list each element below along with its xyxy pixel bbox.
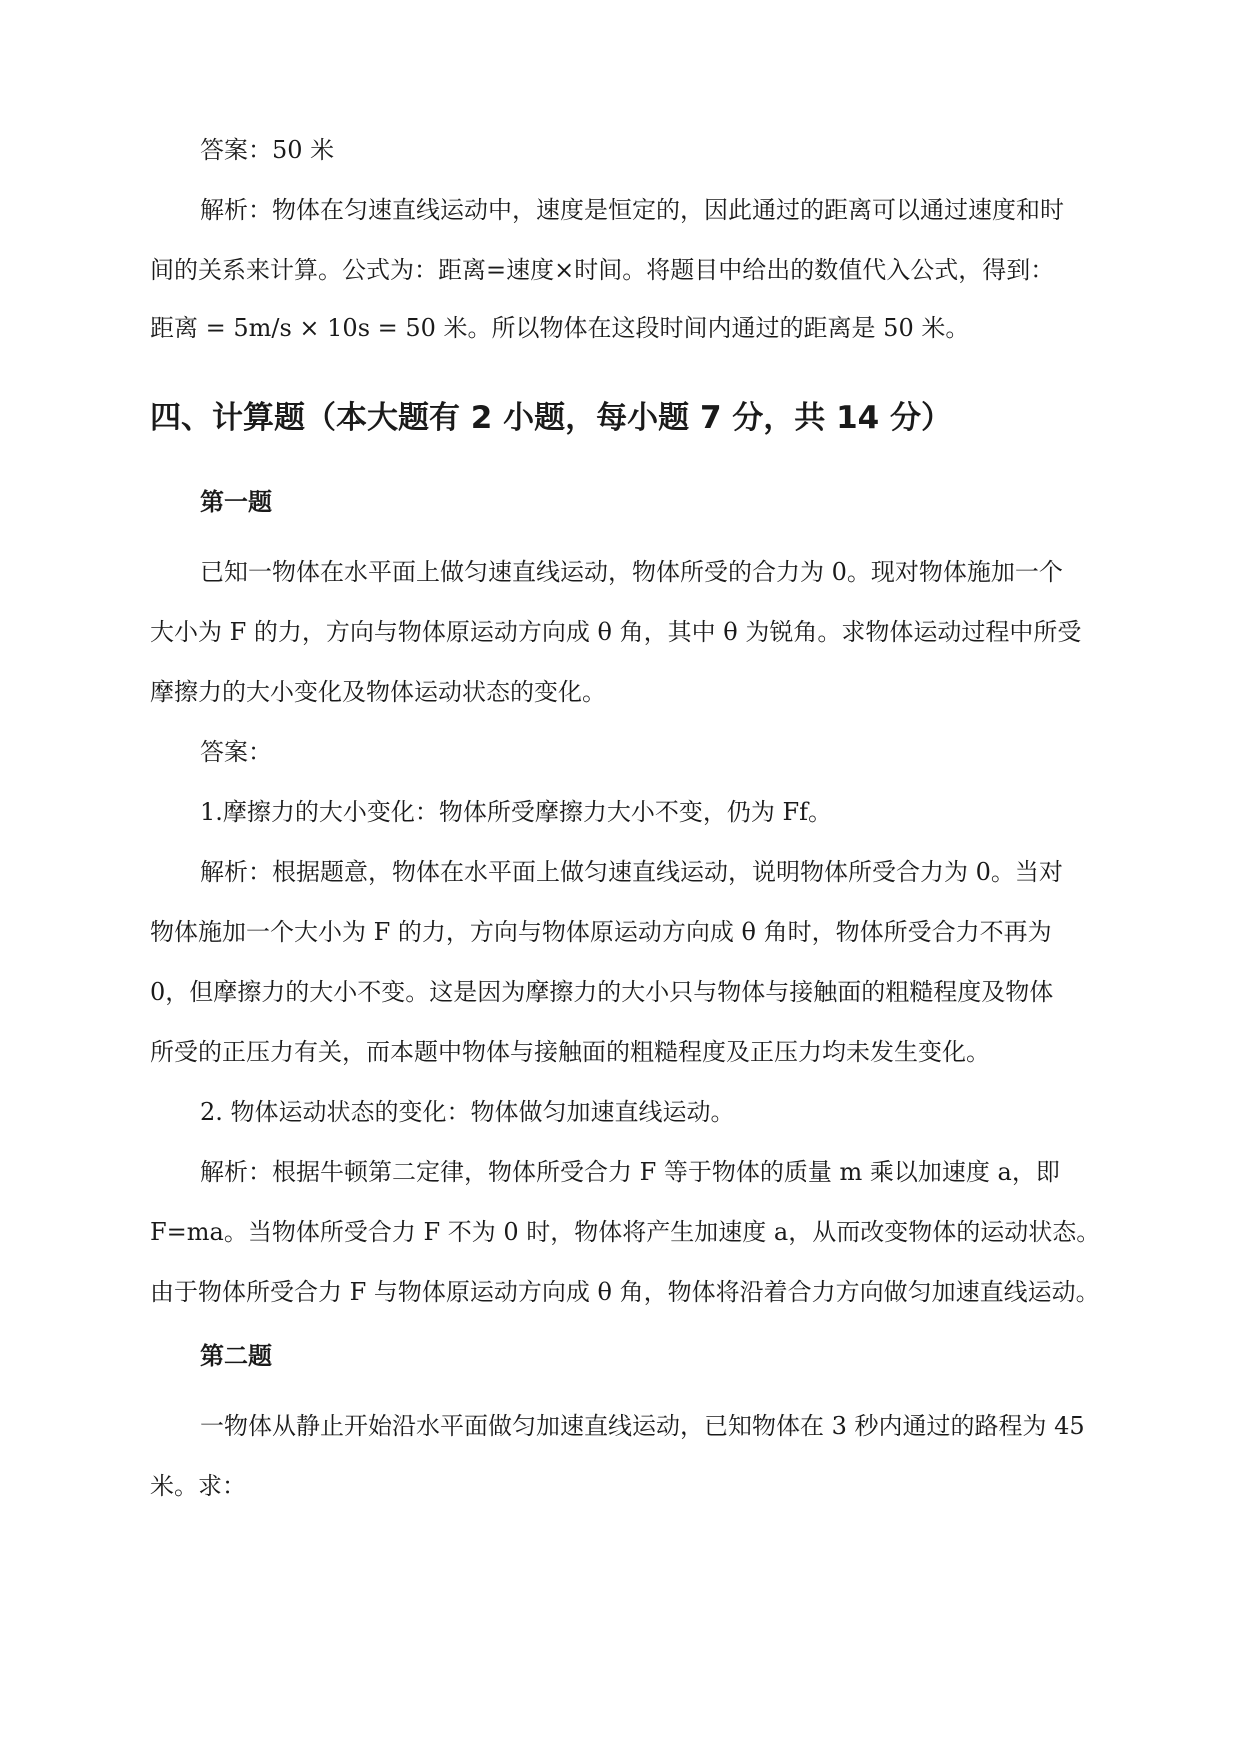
question-1-point-2: 2. 物体运动状态的变化：物体做匀加速直线运动。 (200, 1098, 735, 1126)
question-1-answer-label: 答案： (200, 738, 272, 766)
question-2-stem-line-1: 一物体从静止开始沿水平面做匀加速直线运动，已知物体在 3 秒内通过的路程为 45 (200, 1412, 1085, 1440)
question-1-stem-line-2: 大小为 F 的力，方向与物体原运动方向成 θ 角，其中 θ 为锐角。求物体运动过程中所受 (150, 618, 1082, 646)
question-1-analysis-2-line-2: F=ma。当物体所受合力 F 不为 0 时，物体将产生加速度 a，从而改变物体的运动状态。 (150, 1218, 1101, 1246)
question-2-title: 第二题 (200, 1342, 272, 1370)
previous-analysis-line-2: 间的关系来计算。公式为：距离=速度×时间。将题目中给出的数值代入公式，得到： (150, 256, 1055, 284)
question-1-point-1: 1.摩擦力的大小变化：物体所受摩擦力大小不变，仍为 Ff。 (200, 798, 833, 826)
previous-analysis-line-3: 距离 = 5m/s × 10s = 50 米。所以物体在这段时间内通过的距离是 50 米。 (150, 314, 970, 342)
question-1-analysis-1-line-3: 0，但摩擦力的大小不变。这是因为摩擦力的大小只与物体与接触面的粗糙程度及物体 (150, 978, 1054, 1006)
question-2-stem-line-2: 米。求： (150, 1472, 246, 1500)
question-1-analysis-1-line-2: 物体施加一个大小为 F 的力，方向与物体原运动方向成 θ 角时，物体所受合力不再为 (150, 918, 1052, 946)
question-1-stem-line-1: 已知一物体在水平面上做匀速直线运动，物体所受的合力为 0。现对物体施加一个 (200, 558, 1063, 586)
question-1-title: 第一题 (200, 488, 272, 516)
previous-answer: 答案：50 米 (200, 136, 335, 164)
question-1-analysis-1-line-4: 所受的正压力有关，而本题中物体与接触面的粗糙程度及正压力均未发生变化。 (150, 1038, 990, 1066)
question-1-analysis-2-line-1: 解析：根据牛顿第二定律，物体所受合力 F 等于物体的质量 m 乘以加速度 a，即 (200, 1158, 1060, 1186)
previous-analysis-line-1: 解析：物体在匀速直线运动中，速度是恒定的，因此通过的距离可以通过速度和时 (200, 196, 1064, 224)
question-1-analysis-1-line-1: 解析：根据题意，物体在水平面上做匀速直线运动，说明物体所受合力为 0。当对 (200, 858, 1063, 886)
question-1-stem-line-3: 摩擦力的大小变化及物体运动状态的变化。 (150, 678, 606, 706)
section-heading: 四、计算题（本大题有 2 小题，每小题 7 分，共 14 分） (150, 400, 953, 436)
question-1-analysis-2-line-3: 由于物体所受合力 F 与物体原运动方向成 θ 角，物体将沿着合力方向做匀加速直线运动。 (150, 1278, 1100, 1306)
